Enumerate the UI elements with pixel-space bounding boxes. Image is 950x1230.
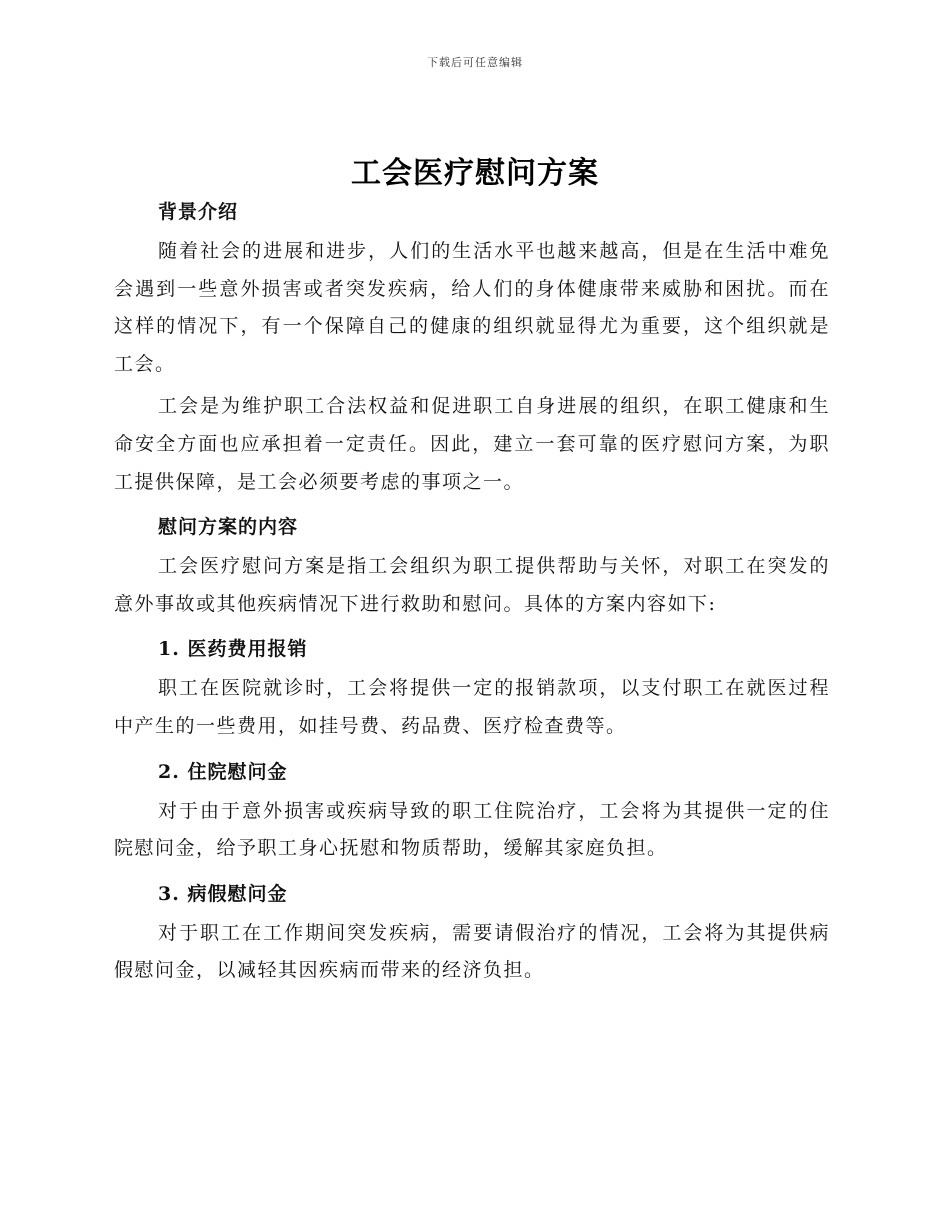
paragraph-item-1: 职工在医院就诊时，工会将提供一定的报销款项，以支付职工在就医过程中产生的一些费用，如挂号费、药品费、医疗检查费等。 [114, 677, 830, 737]
heading-background: 背景介绍 [158, 201, 239, 223]
heading-item-2: 2. 住院慰问金 [158, 760, 288, 783]
paragraph-item-2: 对于由于意外损害或疾病导致的职工住院治疗，工会将为其提供一定的住院慰问金，给予职工身心抚慰和物质帮助，缓解其家庭负担。 [114, 799, 830, 860]
paragraph-background-1: 随着社会的进展和进步，人们的生活水平也越来越高，但是在生活中难免会遇到一些意外损害或者突发疾病，给人们的身体健康带来威胁和困扰。而在这样的情况下，有一个保障自己的健康的组织就显得尤为重要，这个组织就是工会。 [114, 240, 830, 375]
document-body [114, 196, 830, 990]
heading-item-3: 3. 病假慰问金 [158, 882, 288, 905]
heading-item-1: 1. 医药费用报销 [158, 638, 308, 661]
paragraph-background-2: 工会是为维护职工合法权益和促进职工自身进展的组织，在职工健康和生命安全方面也应承担着一定责任。因此，建立一套可靠的医疗慰问方案，为职工提供保障，是工会必须要考虑的事项之一。 [114, 395, 830, 493]
paragraph-content-1: 工会医疗慰问方案是指工会组织为职工提供帮助与关怀，对职工在突发的意外事故或其他疾病情况下进行救助和慰问。具体的方案内容如下: [114, 555, 830, 615]
header-note: 下载后可任意编辑 [427, 56, 523, 69]
heading-content: 慰问方案的内容 [158, 516, 299, 539]
document-title: 工会医疗慰问方案 [351, 156, 599, 191]
paragraph-item-3: 对于职工在工作期间突发疾病，需要请假治疗的情况，工会将为其提供病假慰问金，以减轻其因疾病而带来的经济负担。 [114, 921, 830, 982]
